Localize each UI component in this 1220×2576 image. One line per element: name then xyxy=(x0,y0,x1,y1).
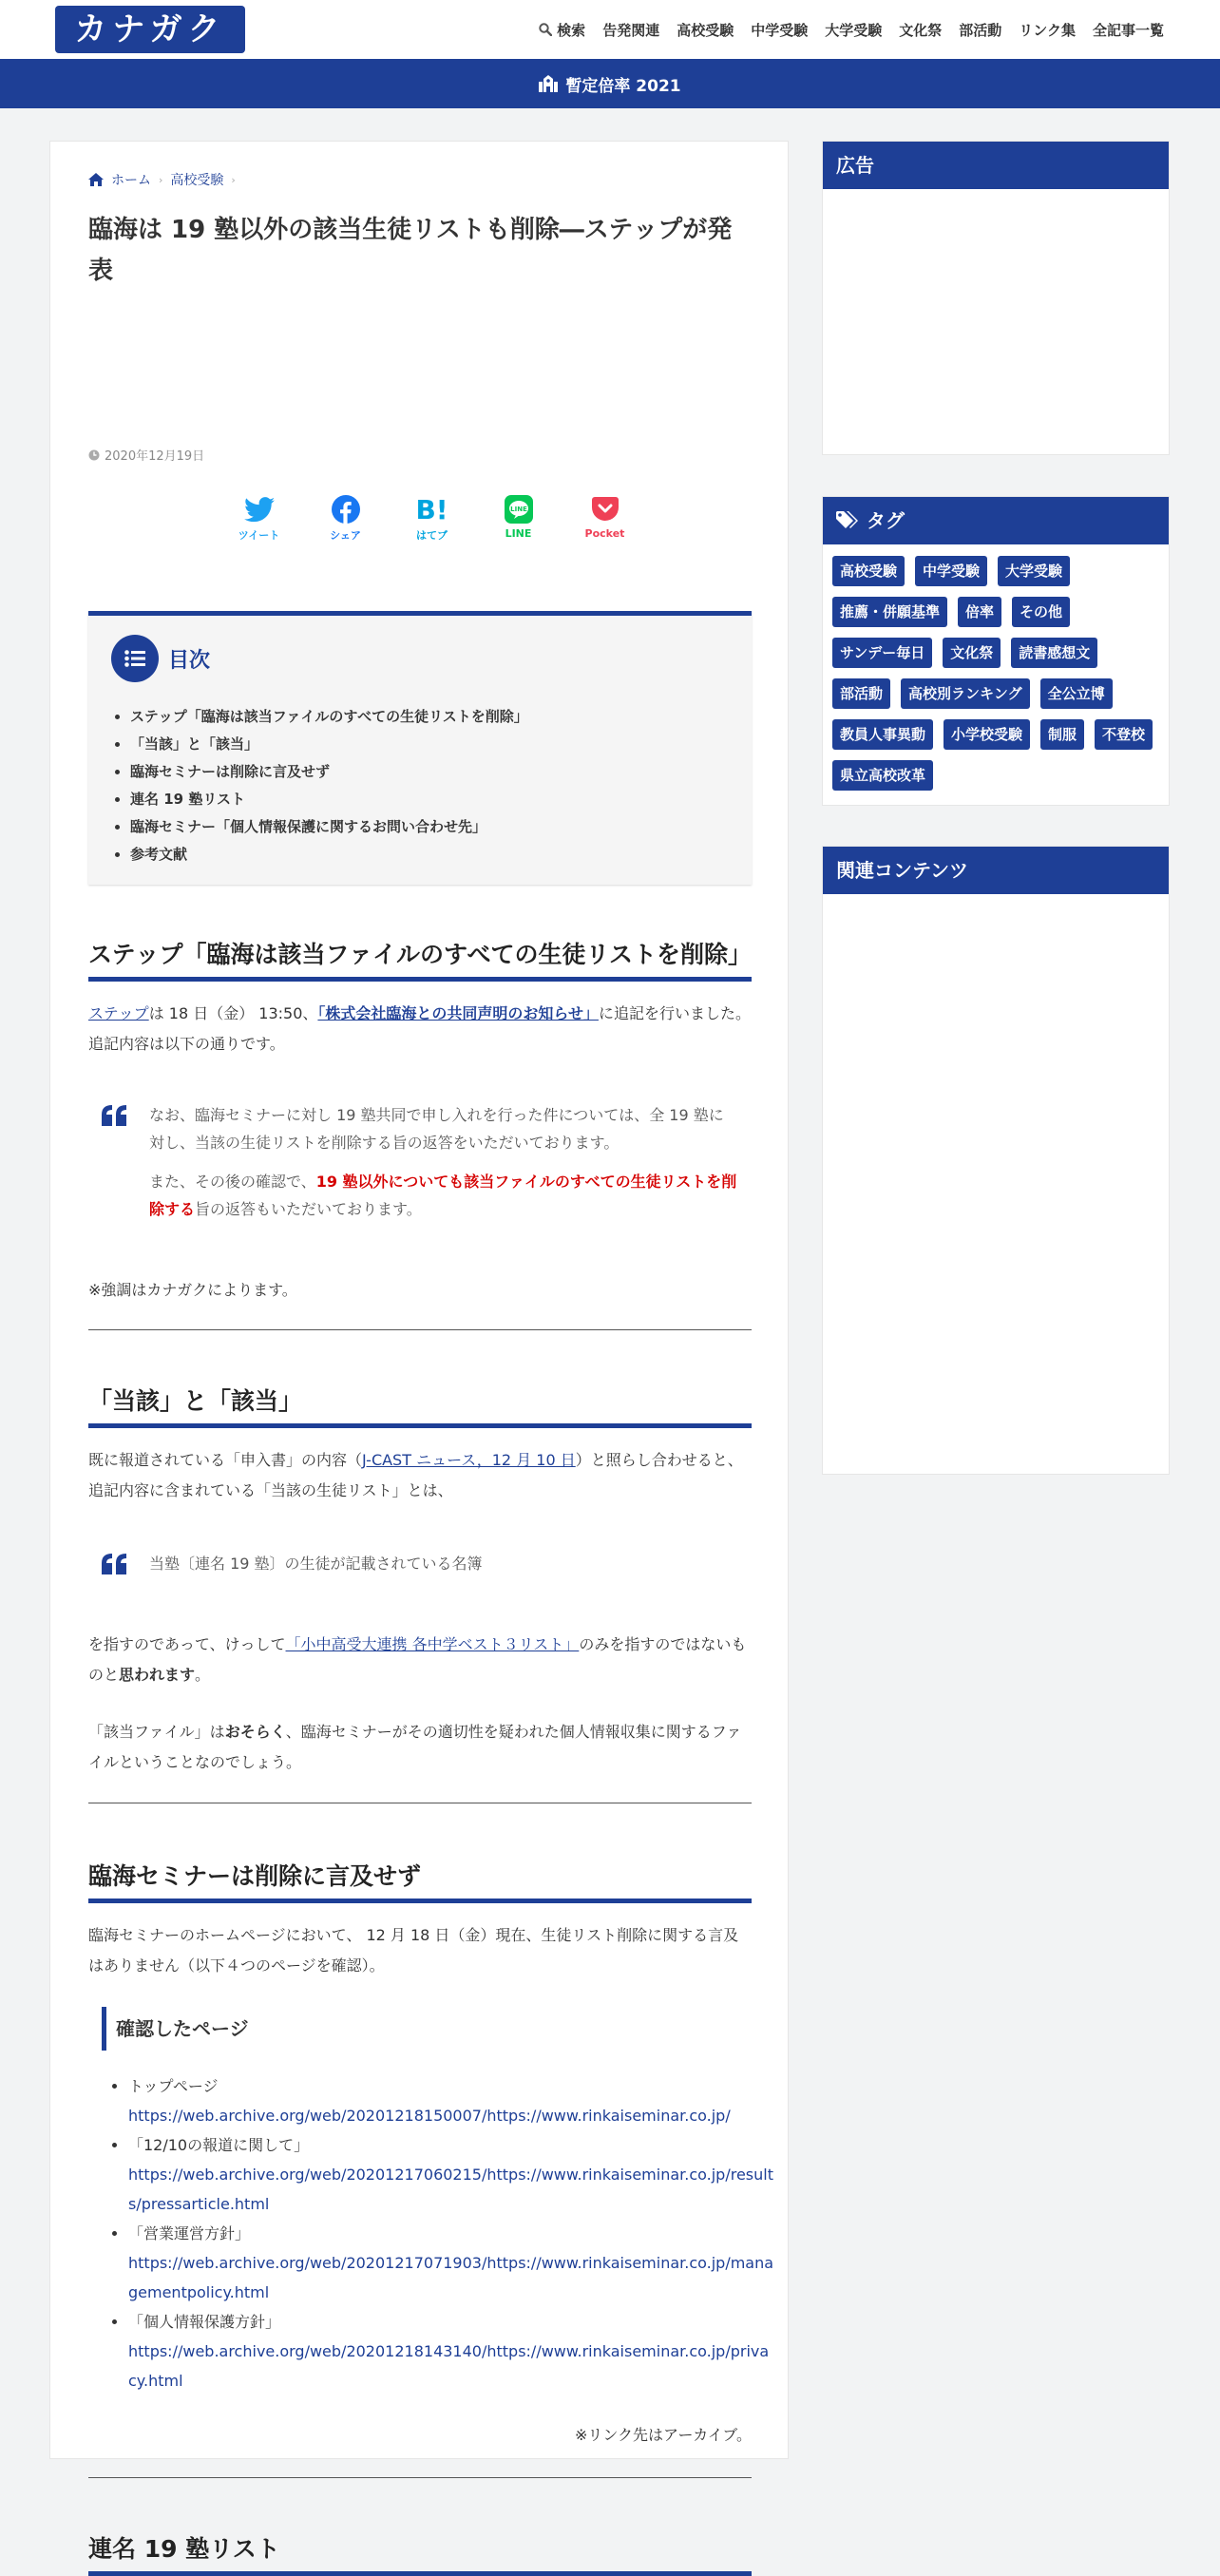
section-heading: ステップ「臨海は該当ファイルのすべての生徒リストを削除」 xyxy=(88,940,752,982)
tag-link[interactable]: 制服 xyxy=(1040,719,1084,750)
tag-cloud xyxy=(823,544,1169,802)
related-content-widget xyxy=(822,846,1170,1475)
widget-title xyxy=(823,497,1169,544)
tag-link[interactable]: 読書感想文 xyxy=(1011,638,1097,668)
breadcrumb-separator: › xyxy=(159,173,163,186)
list-item xyxy=(128,2219,774,2307)
site-header xyxy=(0,0,1220,59)
text: に追記を行いました。追記内容は以下の通りです。 xyxy=(88,1004,751,1053)
checked-pages-list xyxy=(113,2071,774,2395)
tags-widget xyxy=(822,496,1170,806)
school-icon xyxy=(539,75,558,92)
tag-link[interactable]: その他 xyxy=(1012,597,1070,627)
global-nav xyxy=(530,0,1172,59)
tag-link[interactable]: 部活動 xyxy=(832,678,890,709)
tag-link[interactable]: 全公立博 xyxy=(1040,678,1113,709)
quote-text: 当塾〔連名 19 塾〕の生徒が記載されている名簿 xyxy=(149,1555,483,1573)
tag-link[interactable]: 小学校受験 xyxy=(944,719,1030,750)
toc-item[interactable]: • 参考文献 xyxy=(130,841,528,868)
site-logo[interactable]: カナガク xyxy=(55,6,245,53)
text: 既に報道されている「申入書」の内容（ xyxy=(88,1451,363,1469)
tag-link[interactable]: 推薦・併願基準 xyxy=(832,597,947,627)
quote-text: なお、臨海セミナーに対し 19 塾共同で申し入れを行った件については、全 19 塾に対し、当該の生徒リストを削除する旨の返答をいただいております。 xyxy=(149,1106,724,1152)
tag-link[interactable]: 大学受験 xyxy=(998,556,1070,586)
nav-item-links[interactable]: リンク集 xyxy=(1019,21,1076,39)
list-item xyxy=(128,2307,774,2395)
toc-title: 目次 xyxy=(168,648,211,673)
pocket-icon xyxy=(592,497,619,522)
page-name: 「営業運営方針」 xyxy=(128,2224,251,2242)
paragraph xyxy=(88,999,752,1059)
text: のみを指すのではないものと xyxy=(88,1635,747,1684)
tag-link[interactable]: 高校別ランキング xyxy=(901,678,1030,709)
nav-item-daigaku[interactable]: 大学受験 xyxy=(825,21,883,39)
breadcrumb-separator: › xyxy=(231,173,236,186)
tag-link[interactable]: 中学受験 xyxy=(915,556,987,586)
section-heading: 「当該」と「該当」 xyxy=(88,1386,752,1428)
paragraph: 臨海セミナーのホームページにおいて、 12 月 18 日（金）現在、生徒リスト削除に関する言及はありません（以下４つのページを確認）。 xyxy=(88,1926,739,1975)
post-date xyxy=(88,446,204,464)
banner-label: 暫定倍率 2021 xyxy=(565,76,681,96)
twitter-icon xyxy=(244,497,275,523)
blockquote xyxy=(102,1101,752,1234)
tag-link[interactable]: サンデー毎日 xyxy=(832,638,932,668)
archive-link[interactable]: https://web.archive.org/web/20201218150007/https://www.rinkaiseminar.co.jp/ xyxy=(128,2107,731,2125)
widget-title: 関連コンテンツ xyxy=(823,847,1169,894)
facebook-icon xyxy=(332,495,360,524)
archive-link[interactable]: https://web.archive.org/web/20201217060215/https://www.rinkaiseminar.co.jp/results/pressarticle.html xyxy=(128,2166,773,2213)
text: を指すのであって、けっして xyxy=(88,1635,286,1653)
text: は 18 日（金） 13:50、 xyxy=(148,1004,318,1022)
tags-icon xyxy=(836,511,859,530)
text: 。 xyxy=(195,1666,211,1684)
step-link[interactable]: ステップ xyxy=(88,1004,149,1022)
share-label: はてブ xyxy=(416,529,448,542)
text: 、臨海セミナーがその適切性を疑われた個人情報収集に関するファイルということなのでしょう。 xyxy=(88,1723,742,1771)
page-name: 「12/10の報道に関して」 xyxy=(128,2136,310,2154)
nav-label: 検索 xyxy=(557,21,586,39)
note: ※リンク先はアーカイブ。 xyxy=(574,2426,752,2444)
divider xyxy=(88,2477,752,2478)
share-label: ツイート xyxy=(238,529,280,542)
widget-title: 広告 xyxy=(823,142,1169,189)
list-icon xyxy=(111,635,159,682)
nav-item-bukatsu[interactable]: 部活動 xyxy=(959,21,1002,39)
home-icon xyxy=(88,173,104,186)
archive-link[interactable]: https://web.archive.org/web/20201218143140/https://www.rinkaiseminar.co.jp/privacy.html xyxy=(128,2342,770,2390)
nav-item-kokuhatsu[interactable]: 告発関連 xyxy=(602,21,660,39)
share-label: Pocket xyxy=(584,527,625,540)
best3-list-link[interactable]: 「小中高受大連携 各中学ベスト３リスト」 xyxy=(285,1635,580,1653)
tag-link[interactable]: 不登校 xyxy=(1095,719,1153,750)
page-title: 臨海は 19 塾以外の該当生徒リストも削除―ステップが発表 xyxy=(88,216,733,285)
nav-item-search[interactable] xyxy=(530,20,594,40)
blockquote xyxy=(102,1550,752,1588)
text: 「該当ファイル」は xyxy=(88,1723,225,1741)
section-heading: 臨海セミナーは削除に言及せず xyxy=(88,1861,752,1903)
widget-title-text: タグ xyxy=(867,509,905,532)
page-name: トップページ xyxy=(128,2077,219,2095)
paragraph xyxy=(88,1445,752,1506)
share-label: LINE xyxy=(505,527,532,540)
toc-item[interactable]: • 臨海セミナーは削除に言及せず xyxy=(130,758,528,786)
line-icon xyxy=(505,495,533,524)
tag-link[interactable]: 教員人事異動 xyxy=(832,719,933,750)
breadcrumb-home[interactable]: ホーム xyxy=(111,173,151,188)
table-of-contents xyxy=(88,611,752,885)
breadcrumb xyxy=(88,170,236,189)
toc-item[interactable]: • 臨海セミナー「個人情報保護に関するお問い合わせ先」 xyxy=(130,813,528,841)
toc-item[interactable]: • ステップ「臨海は該当ファイルのすべての生徒リストを削除」 xyxy=(130,703,528,731)
hatena-bookmark-icon: B! xyxy=(415,493,448,525)
share-label: シェア xyxy=(330,529,361,542)
list-item xyxy=(128,2071,774,2130)
quote-text: また、その後の確認で、19 塾以外についても該当ファイルのすべての生徒リストを削除する旨の返答もいただいております。 xyxy=(149,1173,737,1218)
share-buttons xyxy=(216,495,648,543)
quote-icon xyxy=(102,1554,126,1574)
share-hatena-button[interactable] xyxy=(389,495,475,543)
ratio-banner[interactable] xyxy=(0,59,1220,108)
share-pocket-button[interactable] xyxy=(562,495,648,543)
text: ）と照らし合わせると、追記内容に含まれている「当該の生徒リスト」とは、 xyxy=(88,1451,743,1499)
post-date-text: 2020年12月19日 xyxy=(105,449,205,464)
share-twitter-button[interactable] xyxy=(216,495,302,543)
nav-item-all-articles[interactable]: 全記事一覧 xyxy=(1092,21,1164,39)
divider xyxy=(88,1329,752,1330)
joint-statement-link[interactable]: 「株式会社臨海との共同声明のお知らせ」 xyxy=(317,1004,599,1022)
nav-item-bunkasai[interactable]: 文化祭 xyxy=(899,21,943,39)
clock-icon xyxy=(88,449,100,461)
section-heading: 連名 19 塾リスト xyxy=(88,2534,752,2576)
tag-link[interactable]: 倍率 xyxy=(958,597,1001,627)
note: ※強調はカナガクによります。 xyxy=(88,1281,297,1299)
subsection-heading: 確認したページ xyxy=(102,2007,752,2051)
bold-text: 思われます xyxy=(119,1666,196,1684)
ad-widget xyxy=(822,141,1170,455)
list-item xyxy=(128,2130,774,2219)
page-name: 「個人情報保護方針」 xyxy=(128,2313,281,2331)
search-icon xyxy=(539,23,552,36)
paragraph xyxy=(88,1717,752,1778)
archive-link[interactable]: https://web.archive.org/web/20201217071903/https://www.rinkaiseminar.co.jp/managementpolicy.html xyxy=(128,2254,774,2301)
quote-icon xyxy=(102,1105,126,1126)
svg-text:LINE: LINE xyxy=(509,506,527,513)
paragraph xyxy=(88,1630,752,1690)
toc-item[interactable]: • 連名 19 塾リスト xyxy=(130,786,528,813)
tag-link[interactable]: 高校受験 xyxy=(832,556,905,586)
jcast-link[interactable]: J-CAST ニュース，12 月 10 日 xyxy=(362,1451,576,1469)
nav-item-koko[interactable]: 高校受験 xyxy=(677,21,734,39)
share-line-button[interactable] xyxy=(475,495,562,543)
bold-text: おそらく xyxy=(224,1723,286,1741)
tag-link[interactable]: 文化祭 xyxy=(943,638,1001,668)
breadcrumb-category[interactable]: 高校受験 xyxy=(170,173,224,188)
emphasis-text: 19 塾以外についても該当ファイルのすべての生徒リストを削除する xyxy=(149,1173,737,1218)
toc-item[interactable]: • 「当該」と「該当」 xyxy=(130,731,528,758)
share-facebook-button[interactable] xyxy=(302,495,389,543)
nav-item-chugaku[interactable]: 中学受験 xyxy=(751,21,809,39)
tag-link[interactable]: 県立高校改革 xyxy=(832,760,933,791)
article-card xyxy=(49,141,789,2563)
